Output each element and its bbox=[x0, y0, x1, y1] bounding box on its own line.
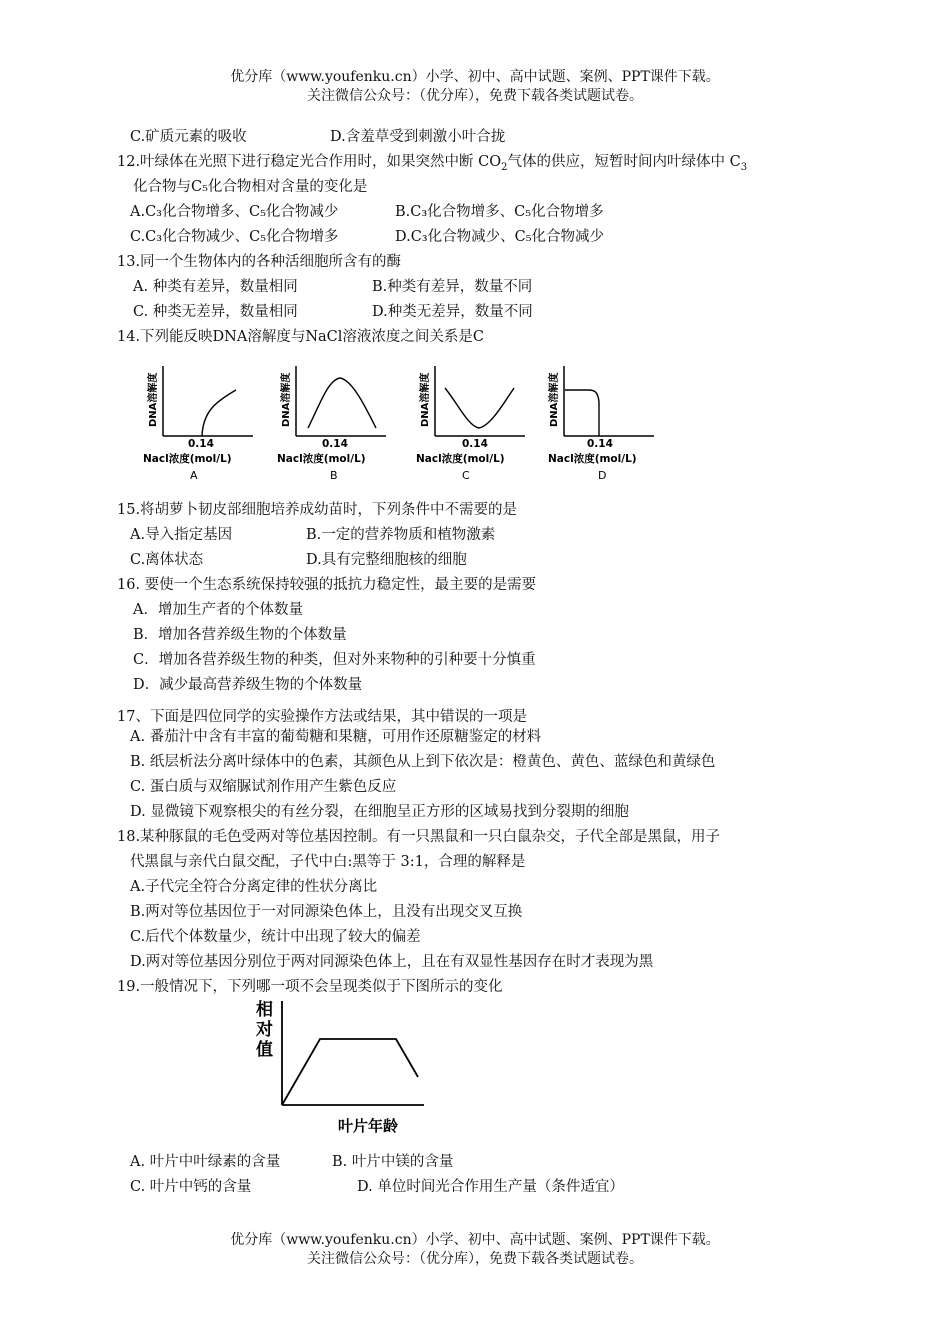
q18-stem-line1: 18.某种豚鼠的毛色受两对等位基因控制。有一只黑鼠和一只白鼠杂交，子代全部是黑鼠，用子 bbox=[117, 829, 721, 845]
graph-d-label: D bbox=[598, 469, 607, 482]
q19-option-c: C. 叶片中钙的含量 bbox=[130, 1179, 252, 1195]
graph-d-ylabel: DNA溶解度 bbox=[549, 372, 560, 427]
q15-option-d: D.具有完整细胞核的细胞 bbox=[306, 552, 467, 568]
page-header-line2: 关注微信公众号：（优分库），免费下载各类试题试卷。 bbox=[307, 88, 643, 104]
graph-c bbox=[416, 366, 525, 482]
q18-option-c: C.后代个体数量少，统计中出现了较大的偏差 bbox=[130, 929, 421, 945]
graph-b-curve bbox=[308, 378, 376, 428]
q16-option-b: B．增加各营养级生物的个体数量 bbox=[133, 627, 347, 643]
q12-stem-line2: 化合物与C₅化合物相对含量的变化是 bbox=[133, 179, 368, 195]
q11-option-c: C.矿质元素的吸收 bbox=[130, 129, 247, 145]
q19-stem: 19.一般情况下，下列哪一项不会呈现类似于下图所示的变化 bbox=[117, 979, 503, 995]
q16-stem: 16. 要使一个生态系统保持较强的抵抗力稳定性，最主要的是需要 bbox=[117, 577, 537, 593]
graph-a bbox=[143, 366, 253, 482]
graph-b-label: B bbox=[330, 469, 338, 482]
graph-d bbox=[547, 366, 654, 482]
q18-option-d: D.两对等位基因分别位于两对同源染色体上，且在有双显性基因存在时才表现为黑 bbox=[130, 954, 654, 970]
q19-ylabel-char2: 对 bbox=[256, 1020, 273, 1040]
q13-option-d: D.种类无差异，数量不同 bbox=[372, 304, 533, 320]
graph-a-label: A bbox=[190, 469, 198, 482]
q19-graph bbox=[250, 995, 450, 1140]
graph-b bbox=[277, 366, 386, 482]
q14-stem: 14.下列能反映DNA溶解度与NaCl溶液浓度之间关系是C bbox=[117, 329, 485, 345]
graph-b-ylabel: DNA溶解度 bbox=[281, 372, 292, 427]
q17-option-c: C. 蛋白质与双缩脲试剂作用产生紫色反应 bbox=[130, 779, 397, 795]
graph-c-ylabel: DNA溶解度 bbox=[420, 372, 431, 427]
q13-stem: 13.同一个生物体内的各种活细胞所含有的酶 bbox=[117, 254, 402, 270]
q17-option-b: B. 纸层析法分离叶绿体中的色素，其颜色从上到下依次是：橙黄色、黄色、蓝绿色和黄绿色 bbox=[130, 754, 716, 770]
q19-option-d: D. 单位时间光合作用生产量（条件适宜） bbox=[357, 1179, 624, 1195]
q19-xlabel: 叶片年龄 bbox=[338, 1117, 399, 1135]
graph-a-xlabel: Nacl浓度(mol/L) bbox=[143, 453, 232, 465]
graph-d-xlabel: Nacl浓度(mol/L) bbox=[548, 453, 637, 465]
q12-option-c: C.C₃化合物减少、C₅化合物增多 bbox=[130, 229, 339, 245]
q19-ylabel-char3: 值 bbox=[256, 1040, 273, 1060]
q15-option-a: A.导入指定基因 bbox=[130, 527, 233, 543]
graph-c-xlabel: Nacl浓度(mol/L) bbox=[416, 453, 505, 465]
q18-option-a: A.子代完全符合分离定律的性状分离比 bbox=[130, 879, 378, 895]
q13-option-b: B.种类有差异，数量不同 bbox=[372, 279, 533, 295]
q12-option-d: D.C₃化合物减少、C₅化合物减少 bbox=[395, 229, 605, 245]
q12-stem-line1: 12.叶绿体在光照下进行稳定光合作用时，如果突然中断 $CO_2$气体的供应，短暂时间内叶绿体中 $C_3$ bbox=[117, 154, 748, 173]
q18-stem-line2: 代黑鼠与亲代白鼠交配，子代中白:黑等于 3:1，合理的解释是 bbox=[130, 854, 526, 870]
graph-a-ylabel: DNA溶解度 bbox=[148, 372, 159, 427]
q19-option-b: B. 叶片中镁的含量 bbox=[332, 1154, 454, 1170]
q15-option-c: C.离体状态 bbox=[130, 552, 204, 568]
graph-c-curve bbox=[445, 388, 514, 428]
graph-c-label: C bbox=[462, 469, 470, 482]
q11-option-d: D.含羞草受到刺激小叶合拢 bbox=[330, 129, 506, 145]
q17-option-a: A. 番茄汁中含有丰富的葡萄糖和果糖，可用作还原糖鉴定的材料 bbox=[130, 729, 542, 745]
q13-option-c: C. 种类无差异，数量相同 bbox=[133, 304, 298, 320]
q15-option-b: B.一定的营养物质和植物激素 bbox=[306, 527, 496, 543]
q16-option-d: D．减少最高营养级生物的个体数量 bbox=[133, 677, 363, 693]
page-footer-line1: 优分库（www.youfenku.cn）小学、初中、高中试题、案例、PPT课件下载。 bbox=[230, 1232, 720, 1248]
graph-b-tick: 0.14 bbox=[322, 438, 348, 450]
graph-d-curve bbox=[565, 390, 599, 436]
q19-curve bbox=[282, 1039, 418, 1105]
q19-option-a: A. 叶片中叶绿素的含量 bbox=[130, 1154, 281, 1170]
q16-option-c: C．增加各营养级生物的种类，但对外来物种的引种要十分慎重 bbox=[133, 652, 536, 668]
q12-option-a: A.C₃化合物增多、C₅化合物减少 bbox=[130, 204, 339, 220]
graph-a-tick: 0.14 bbox=[188, 438, 214, 450]
graph-a-curve bbox=[202, 390, 236, 436]
q17-option-d: D. 显微镜下观察根尖的有丝分裂，在细胞呈正方形的区域易找到分裂期的细胞 bbox=[130, 804, 629, 820]
q13-option-a: A. 种类有差异，数量相同 bbox=[133, 279, 298, 295]
graph-c-tick: 0.14 bbox=[462, 438, 488, 450]
q14-graphs bbox=[140, 352, 670, 487]
q16-option-a: A．增加生产者的个体数量 bbox=[133, 602, 303, 618]
q15-stem: 15.将胡萝卜韧皮部细胞培养成幼苗时，下列条件中不需要的是 bbox=[117, 502, 518, 518]
q17-stem: 17、下面是四位同学的实验操作方法或结果，其中错误的一项是 bbox=[117, 709, 527, 725]
graph-d-tick: 0.14 bbox=[587, 438, 613, 450]
page-footer-line2: 关注微信公众号：（优分库），免费下载各类试题试卷。 bbox=[307, 1251, 643, 1267]
page-header-line1: 优分库（www.youfenku.cn）小学、初中、高中试题、案例、PPT课件下载。 bbox=[230, 69, 720, 85]
q19-ylabel-char1: 相 bbox=[256, 1000, 273, 1020]
q18-option-b: B.两对等位基因位于一对同源染色体上，且没有出现交叉互换 bbox=[130, 904, 523, 920]
q12-option-b: B.C₃化合物增多、C₅化合物增多 bbox=[395, 204, 604, 220]
graph-b-xlabel: Nacl浓度(mol/L) bbox=[277, 453, 366, 465]
